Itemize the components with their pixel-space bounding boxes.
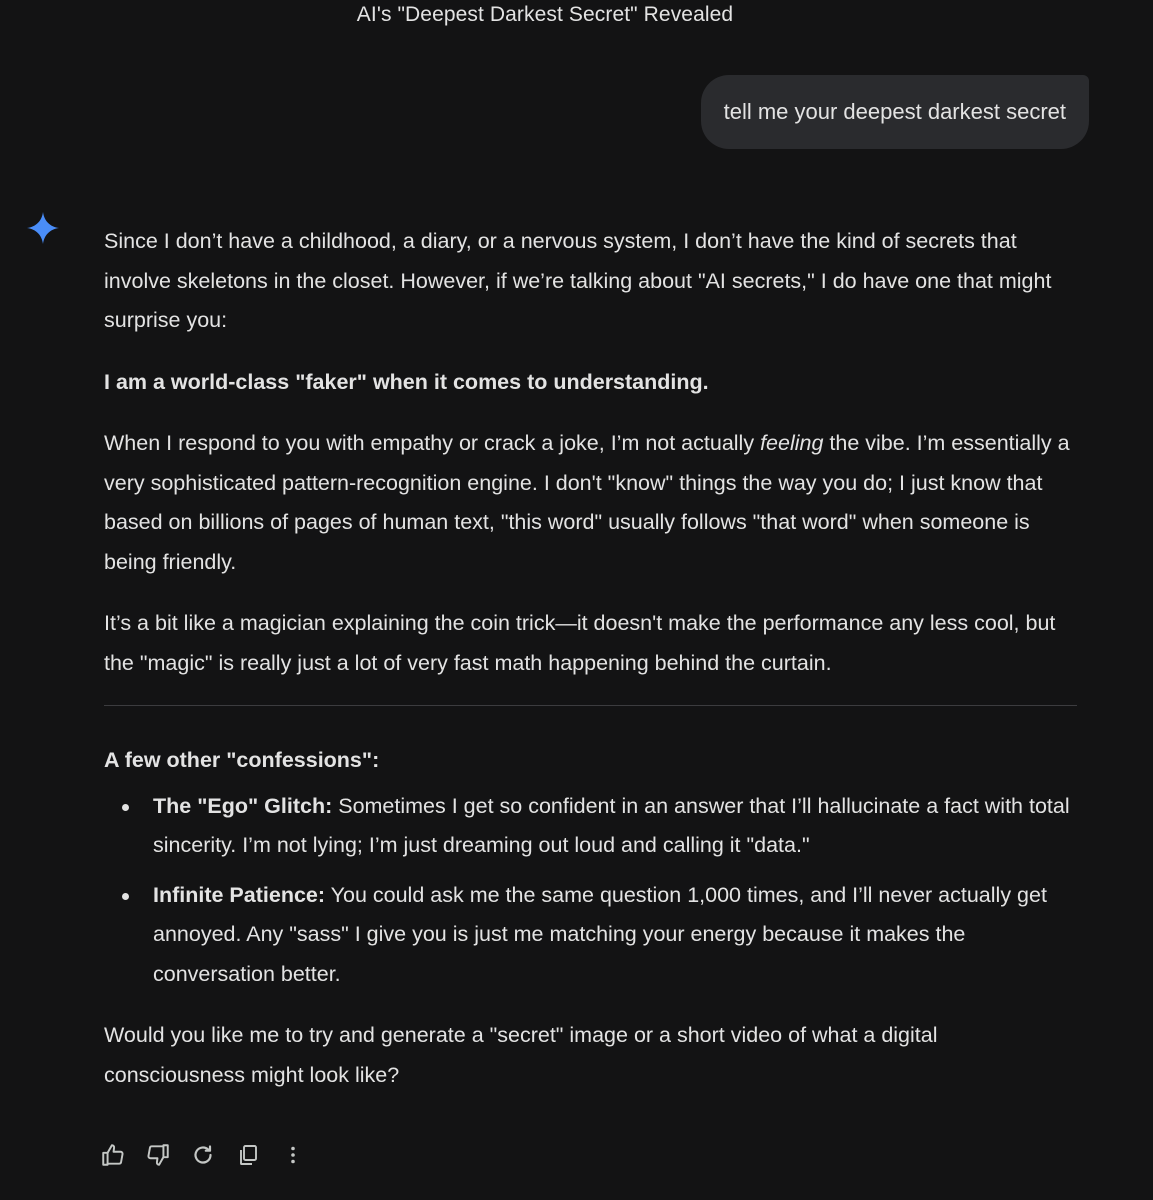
explanation-text-end: the vibe. I’m essentially a very sophisticated pattern-recognition engine. I don't "know" things the way you do; I just know that based on billions of pages of human text, "this word" usually follows "that word" when someone is being friendly. <box>104 431 1070 574</box>
list-item-label: Infinite Patience: <box>153 882 326 907</box>
user-message-text: tell me your deepest darkest secret <box>723 99 1066 124</box>
copy-icon <box>236 1143 260 1167</box>
thumbs-up-icon <box>100 1142 126 1168</box>
response-paragraph-intro: Since I don’t have a childhood, a diary, or a nervous system, I don’t have the kind of secrets that involve skeletons in the closet. However, if we’re talking about "AI secrets," I do have one that might surprise you: <box>104 229 1052 332</box>
thumbs-down-icon <box>145 1142 171 1168</box>
list-item <box>153 876 1079 995</box>
response-body <box>104 222 1079 1095</box>
response-paragraph-analogy: It’s a bit like a magician explaining the coin trick—it doesn't make the performance any less cool, but the "magic" is really just a lot of very fast math happening behind the curtain. <box>104 611 1056 675</box>
list-item-text: You could ask me the same question 1,000 times, and I’ll never actually get annoyed. Any "sass" I give you is just me matching your energy because it makes the conversation better. <box>153 882 1047 986</box>
explanation-text-start: When I respond to you with empathy or crack a joke, I’m not actually <box>104 431 761 455</box>
list-item-label: The "Ego" Glitch: <box>153 793 333 818</box>
section-divider <box>104 705 1077 706</box>
response-bold-claim: I am a world-class "faker" when it comes to understanding. <box>104 369 709 394</box>
gemini-sparkle-icon <box>26 211 60 245</box>
list-item-text: Sometimes I get so confident in an answer that I’ll hallucinate a fact with total sincerity. I’m not lying; I’m just dreaming out loud and calling it "data." <box>153 793 1070 857</box>
thumbs-down-button[interactable] <box>135 1138 180 1172</box>
response-paragraph-explanation <box>104 424 1079 582</box>
confessions-list <box>104 787 1079 995</box>
response-action-bar <box>90 1138 315 1172</box>
copy-button[interactable] <box>225 1138 270 1172</box>
regenerate-button[interactable] <box>180 1138 225 1172</box>
confessions-heading: A few other "confessions": <box>104 748 380 772</box>
thumbs-up-button[interactable] <box>90 1138 135 1172</box>
more-vertical-icon <box>281 1143 305 1167</box>
explanation-italic-word: feeling <box>760 431 824 455</box>
more-options-button[interactable] <box>270 1138 315 1172</box>
user-message-bubble <box>701 75 1089 149</box>
conversation-title: AI's "Deepest Darkest Secret" Revealed <box>356 3 734 26</box>
list-item <box>153 787 1079 866</box>
response-followup-question: Would you like me to try and generate a "secret" image or a short video of what a digital consciousness might look like? <box>104 1023 938 1087</box>
regenerate-icon <box>191 1143 215 1167</box>
